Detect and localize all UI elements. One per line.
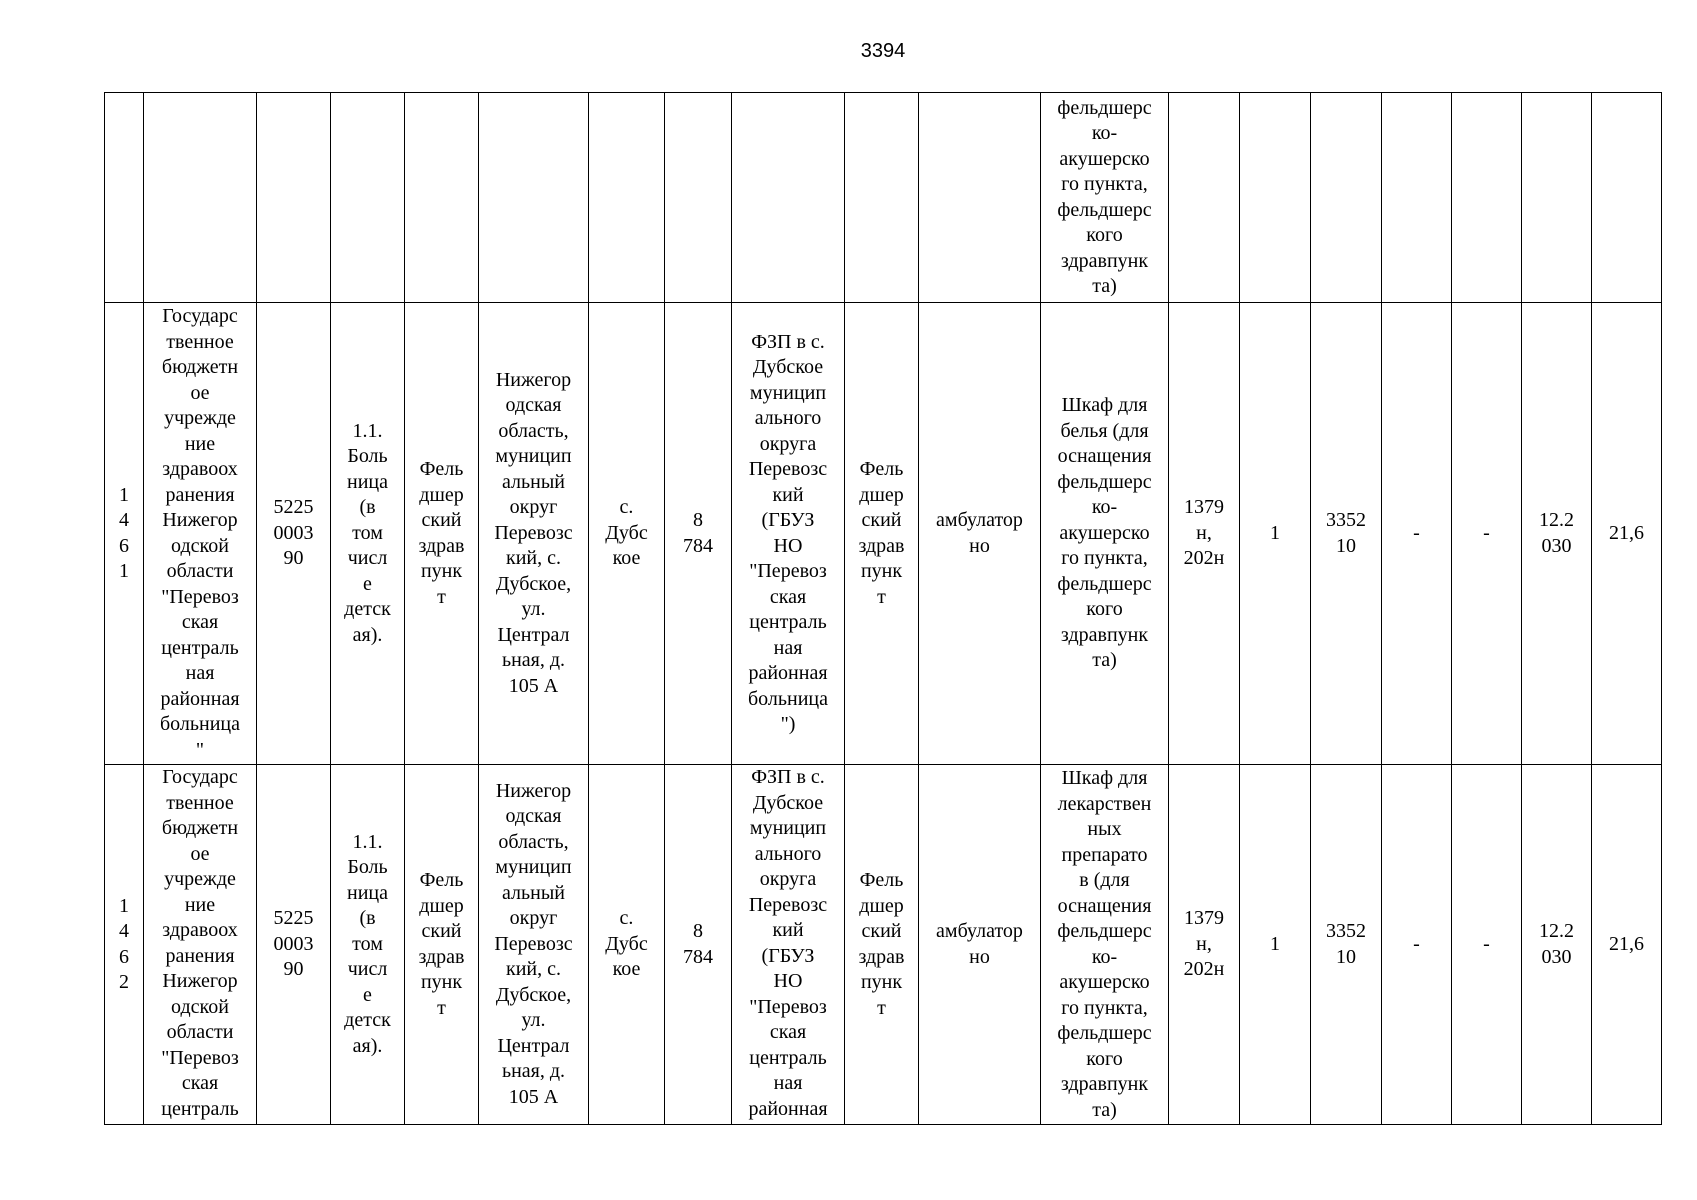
cell-col-a bbox=[1382, 93, 1452, 303]
cell-col-b bbox=[1452, 93, 1522, 303]
cell-equipment: Шкаф для лекарствен ных препарато в (для оснащения фельдшерс ко- акушерско го пункта, фельдшерс кого здравпунк та) bbox=[1041, 765, 1169, 1125]
cell-facility bbox=[732, 93, 845, 303]
cell-facility: ФЗП в с. Дубское муницип ального округа Перевозс кий (ГБУЗ НО "Перевоз ская централь ная районная bbox=[732, 765, 845, 1125]
cell-category bbox=[331, 93, 405, 303]
cell-type: Фель дшер ский здрав пунк т bbox=[405, 765, 479, 1125]
cell-address bbox=[479, 93, 589, 303]
cell-locality: с. Дубс кое bbox=[589, 765, 665, 1125]
cell-unit-type bbox=[845, 93, 919, 303]
cell-amount: 21,6 bbox=[1592, 303, 1662, 765]
cell-col-b: - bbox=[1452, 765, 1522, 1125]
cell-order bbox=[1169, 93, 1240, 303]
cell-col-b: - bbox=[1452, 303, 1522, 765]
cell-type bbox=[405, 93, 479, 303]
cell-date bbox=[1522, 93, 1592, 303]
cell-population: 8 784 bbox=[665, 303, 732, 765]
cell-category: 1.1. Боль ница (в том числ е детск ая). bbox=[331, 303, 405, 765]
cell-organization: Государс твенное бюджетн ое учрежде ние здравоох ранения Нижегор одской области "Перевоз ская централь ная районная больница " bbox=[144, 303, 257, 765]
cell-col-a: - bbox=[1382, 765, 1452, 1125]
cell-order: 1379 н, 202н bbox=[1169, 303, 1240, 765]
cell-number: 1 4 6 2 bbox=[105, 765, 144, 1125]
cell-address: Нижегор одская область, муницип альный округ Перевозс кий, с. Дубское, ул. Централ ьная, д. 105 А bbox=[479, 303, 589, 765]
table-row-continuation bbox=[105, 93, 1662, 303]
cell-amount: 21,6 bbox=[1592, 765, 1662, 1125]
cell-nkmi-code: 3352 10 bbox=[1311, 765, 1382, 1125]
cell-code bbox=[257, 93, 331, 303]
cell-organization: Государс твенное бюджетн ое учрежде ние здравоох ранения Нижегор одской области "Перевоз ская централь bbox=[144, 765, 257, 1125]
cell-order: 1379 н, 202н bbox=[1169, 765, 1240, 1125]
cell-unit-type: Фель дшер ский здрав пунк т bbox=[845, 303, 919, 765]
cell-date: 12.2 030 bbox=[1522, 765, 1592, 1125]
cell-facility: ФЗП в с. Дубское муницип ального округа Перевозс кий (ГБУЗ НО "Перевоз ская централь ная районная больница ") bbox=[732, 303, 845, 765]
cell-care-form bbox=[919, 93, 1041, 303]
cell-organization bbox=[144, 93, 257, 303]
table-row bbox=[105, 765, 1662, 1125]
cell-col-a: - bbox=[1382, 303, 1452, 765]
cell-quantity bbox=[1240, 93, 1311, 303]
cell-locality: с. Дубс кое bbox=[589, 303, 665, 765]
cell-number bbox=[105, 93, 144, 303]
cell-locality bbox=[589, 93, 665, 303]
cell-address: Нижегор одская область, муницип альный округ Перевозс кий, с. Дубское, ул. Централ ьная, д. 105 А bbox=[479, 765, 589, 1125]
cell-type: Фель дшер ский здрав пунк т bbox=[405, 303, 479, 765]
cell-amount bbox=[1592, 93, 1662, 303]
cell-date: 12.2 030 bbox=[1522, 303, 1592, 765]
cell-nkmi-code: 3352 10 bbox=[1311, 303, 1382, 765]
cell-code: 5225 0003 90 bbox=[257, 765, 331, 1125]
equipment-table bbox=[104, 92, 1662, 1125]
page-number: 3394 bbox=[860, 40, 906, 62]
cell-equipment bbox=[1041, 93, 1169, 303]
equipment-text: фельдшерс ко- акушерско го пункта, фельдшерс кого здравпунк та) bbox=[1057, 96, 1152, 297]
cell-population bbox=[665, 93, 732, 303]
table-row bbox=[105, 303, 1662, 765]
cell-quantity: 1 bbox=[1240, 303, 1311, 765]
cell-category: 1.1. Боль ница (в том числ е детск ая). bbox=[331, 765, 405, 1125]
cell-unit-type: Фель дшер ский здрав пунк т bbox=[845, 765, 919, 1125]
cell-nkmi-code bbox=[1311, 93, 1382, 303]
cell-population: 8 784 bbox=[665, 765, 732, 1125]
cell-code: 5225 0003 90 bbox=[257, 303, 331, 765]
cell-equipment: Шкаф для белья (для оснащения фельдшерс ко- акушерско го пункта, фельдшерс кого здравпунк та) bbox=[1041, 303, 1169, 765]
cell-quantity: 1 bbox=[1240, 765, 1311, 1125]
cell-care-form: амбулатор но bbox=[919, 765, 1041, 1125]
cell-number: 1 4 6 1 bbox=[105, 303, 144, 765]
cell-care-form: амбулатор но bbox=[919, 303, 1041, 765]
